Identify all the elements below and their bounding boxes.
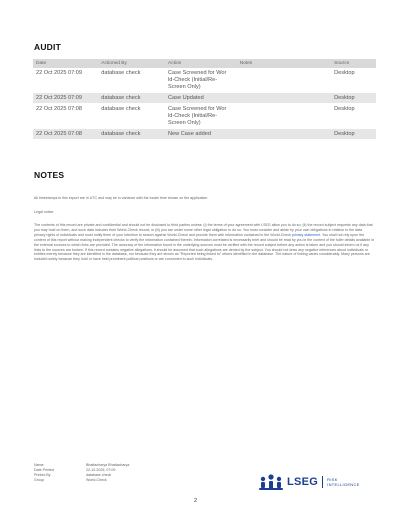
cell-actioned-by: database check	[98, 93, 165, 104]
audit-table	[33, 59, 376, 140]
legal-text-part-2: . You shall not rely upon the content of this report without making independent checks to verify the information contained therein. Information correlated is necessarily brief and should be read by you in the context of the fuller details available in the external sources to which links are provided. The accuracy of the information found in the underlying sources must be verified with the record subject before any action is taken and you should inform us if any links to the sources are broken. If this record contains negative allegations, it should be assumed that such allegations are denied by the subject. You should not draw any negative inferences about individuals or entities merely because they are identified in the database, nor because they are shown as "Reported being linked to" others identified in the database. The nature of linking varies considerably. Many persons are included solely because they hold or have held prominent political positions or are connected to such individuals.	[34, 232, 375, 262]
table-row	[33, 68, 376, 93]
cell-source: Desktop	[331, 104, 376, 129]
meta-key: Name	[34, 463, 44, 467]
audit-header-row	[33, 59, 376, 68]
table-row	[33, 104, 376, 129]
logo-subtitle-line-2: INTELLIGENCE	[327, 482, 360, 487]
logo-subtitle-line-1: RISK	[327, 477, 338, 482]
cell-source: Desktop	[331, 129, 376, 140]
page-number: 2	[194, 498, 198, 504]
table-row	[33, 129, 376, 140]
cell-actioned-by: database check	[98, 68, 165, 93]
cell-notes	[237, 104, 331, 129]
cell-date: 22 Oct 2025 07:09	[33, 93, 98, 104]
timezone-note: All timestamps in this export are in UTC and may be in variance with the locale time shown on the application	[34, 196, 208, 200]
meta-value: Bhattacharya Bhattacharya	[86, 463, 130, 467]
print-metadata	[34, 463, 166, 483]
cell-notes	[237, 129, 331, 140]
meta-value: World-Check	[86, 478, 107, 482]
col-header-source: Source	[331, 59, 376, 68]
cell-source: Desktop	[331, 93, 376, 104]
cell-actioned-by: database check	[98, 129, 165, 140]
audit-heading: AUDIT	[34, 42, 61, 52]
cell-actioned-by: database check	[98, 104, 165, 129]
meta-row-group	[34, 478, 166, 483]
legal-notice-text	[34, 223, 374, 262]
col-header-action: Action	[165, 59, 237, 68]
cell-action: Case Updated	[165, 93, 237, 104]
cell-date: 22 Oct 2025 07:08	[33, 129, 98, 140]
meta-key: Group	[34, 478, 44, 482]
cell-date: 22 Oct 2025 07:09	[33, 68, 98, 93]
logo-divider	[322, 476, 323, 488]
col-header-date: Date	[33, 59, 98, 68]
lseg-emblem-icon	[258, 473, 284, 491]
legal-notice-heading: Legal notice	[34, 210, 54, 214]
table-row	[33, 93, 376, 104]
notes-heading: NOTES	[34, 170, 65, 180]
privacy-statement-link[interactable]: privacy statement	[291, 232, 321, 237]
col-header-notes: Notes	[237, 59, 331, 68]
meta-value: 22-10-2025, 07:09	[86, 468, 116, 472]
legal-text-part-1: The contents of this record are private and confidential and should not be disclosed to third parties unless: (i) the terms of your agreement with LSEG allow you to do so; (ii) the record subject requests any data that you may hold on them, and such data includes their World-Check record; or (iii) you are under some other legal obligation to do so. You must consider and abide by your own obligations in relation to the data privacy rights of individuals and must notify them of your intention to search against World-Check and provide them with information contained in the World-Check	[34, 223, 373, 237]
cell-action: Case Screened for Wor ld-Check (Initial/Re-Screen Only)	[165, 104, 237, 129]
cell-action: New Case added	[165, 129, 237, 140]
meta-key: Date Printed	[34, 468, 54, 472]
lseg-wordmark: LSEG	[287, 476, 319, 488]
meta-value: database check	[86, 473, 112, 477]
cell-action: Case Screened for Wor ld-Check (Initial/Re-Screen Only)	[165, 68, 237, 93]
meta-key: Printed By	[34, 473, 51, 477]
cell-source: Desktop	[331, 68, 376, 93]
cell-notes	[237, 68, 331, 93]
col-header-actioned-by: Actioned By	[98, 59, 165, 68]
logo-subtitle	[327, 477, 360, 487]
cell-date: 22 Oct 2025 07:08	[33, 104, 98, 129]
lseg-logo	[258, 473, 360, 491]
cell-notes	[237, 93, 331, 104]
